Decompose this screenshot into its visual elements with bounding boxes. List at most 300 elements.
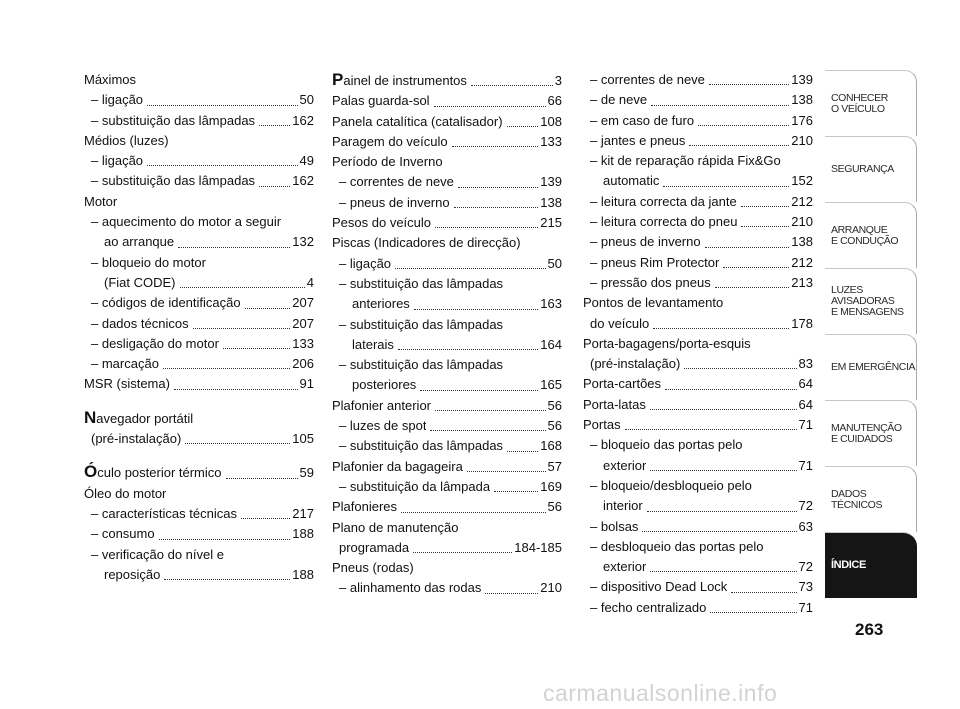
index-entry-text	[590, 111, 694, 131]
index-entry-label: – códigos de identificação	[91, 295, 241, 311]
leader-dots	[651, 105, 789, 106]
index-entry-text	[332, 558, 414, 578]
index-entry	[332, 477, 562, 497]
leader-dots	[741, 226, 789, 227]
index-page-ref: 71	[798, 457, 813, 473]
index-entry-label: Máximos	[84, 72, 137, 87]
leader-dots	[494, 491, 538, 492]
leader-dots	[467, 471, 546, 472]
index-entry-label: – dispositivo Dead Lock	[590, 579, 728, 595]
index-entry-text	[590, 517, 638, 537]
index-page-ref: 72	[798, 498, 813, 514]
index-entry	[583, 111, 813, 131]
index-entry-text	[590, 90, 647, 110]
index-entry-text	[583, 374, 661, 394]
index-entry-text	[91, 90, 143, 110]
index-entry-text	[84, 462, 222, 483]
index-page-ref: 188	[292, 526, 314, 542]
index-entry	[84, 293, 314, 313]
index-entry-text	[339, 436, 503, 456]
index-page-ref: 56	[547, 397, 562, 413]
index-entry-label: Portas	[583, 417, 621, 433]
index-entry	[583, 151, 813, 171]
leader-dots	[223, 348, 290, 349]
index-entry-text	[91, 545, 224, 565]
index-entry-text	[339, 254, 391, 274]
index-entry-text	[91, 212, 281, 232]
index-column-3	[583, 70, 813, 618]
index-page-ref: 210	[540, 580, 562, 596]
index-page-ref: 217	[292, 505, 314, 521]
index-column-1	[84, 70, 314, 585]
index-page-ref: 83	[798, 356, 813, 372]
index-entry-label: – desligação do motor	[91, 335, 219, 351]
index-entry	[583, 557, 813, 577]
index-entry-text	[339, 172, 454, 192]
index-entry-text	[84, 408, 193, 429]
index-entry-text	[332, 497, 397, 517]
index-entry-label: Óleo do motor	[84, 485, 167, 501]
index-page-ref: 184-185	[514, 539, 562, 555]
leader-dots	[164, 579, 290, 580]
leader-dots	[241, 518, 290, 519]
index-entry-label: – leitura correcta da jante	[590, 193, 737, 209]
index-entry-label: Paragem do veículo	[332, 133, 448, 149]
index-entry	[332, 132, 562, 152]
index-entry-text	[339, 538, 409, 558]
index-entry-text	[339, 274, 503, 294]
index-entry	[332, 375, 562, 395]
index-entry-label: MSR (sistema)	[84, 376, 170, 392]
index-entry-label: (pré-instalação)	[590, 356, 681, 372]
index-page-ref: 188	[292, 566, 314, 582]
index-entry-label: – substituição das lâmpadas	[339, 275, 504, 291]
index-entry	[583, 496, 813, 516]
index-entry-label: – marcação	[91, 356, 159, 372]
index-entry-text	[590, 232, 701, 252]
index-entry-label: – pneus de inverno	[339, 194, 450, 210]
index-page-ref: 212	[791, 193, 813, 209]
index-entry-label: – características técnicas	[91, 505, 237, 521]
index-entry-label: – consumo	[91, 526, 155, 542]
index-page-ref: 139	[791, 72, 813, 87]
index-entry	[332, 172, 562, 192]
index-entry-label: – ligação	[91, 92, 144, 108]
index-page-ref: 178	[791, 315, 813, 331]
index-entry	[332, 436, 562, 456]
index-entry-label: – substituição da lâmpada	[339, 478, 491, 494]
index-page-ref: 66	[547, 93, 562, 109]
leader-dots	[430, 430, 545, 431]
index-entry-label: – pressão dos pneus	[590, 274, 711, 290]
leader-dots	[650, 571, 796, 572]
index-entry-label: – ligação	[339, 255, 392, 271]
index-entry	[332, 497, 562, 517]
index-entry-label: anteriores	[352, 296, 410, 312]
index-entry-text	[590, 435, 743, 455]
section-tab[interactable]: ÍNDICE	[825, 532, 917, 598]
index-entry	[84, 408, 314, 429]
index-entry-text	[91, 524, 155, 544]
index-page-ref: 64	[798, 396, 813, 412]
index-entry	[583, 577, 813, 597]
leader-dots	[642, 531, 796, 532]
index-entry-text	[91, 253, 206, 273]
index-entry-text	[84, 374, 170, 394]
index-entry-text	[84, 484, 166, 504]
index-entry-label: reposição	[104, 566, 161, 582]
index-entry	[84, 232, 314, 252]
index-entry-text	[339, 315, 503, 335]
index-column-2	[332, 70, 562, 599]
leader-dots	[174, 389, 298, 390]
index-entry	[583, 537, 813, 557]
leader-dots	[452, 146, 539, 147]
index-entry-label: do veículo	[590, 315, 650, 331]
index-entry	[583, 395, 813, 415]
index-entry-text	[104, 232, 174, 252]
leader-dots	[147, 165, 297, 166]
index-entry	[84, 131, 314, 151]
leader-dots	[665, 389, 796, 390]
index-page-ref: 63	[798, 518, 813, 534]
index-page-ref: 139	[540, 174, 562, 190]
index-page-ref: 72	[798, 559, 813, 575]
index-entry	[84, 151, 314, 171]
index-entry	[583, 273, 813, 293]
index-page-ref: 57	[547, 458, 562, 474]
index-entry-label: Plafonier anterior	[332, 397, 431, 413]
leader-dots	[653, 328, 789, 329]
index-page-ref: 71	[798, 417, 813, 433]
index-entry	[583, 415, 813, 435]
index-entry-text	[590, 476, 752, 496]
index-entry-label: (pré-instalação)	[91, 431, 182, 447]
index-entry-label: – desbloqueio das portas pelo	[590, 538, 764, 554]
index-entry	[583, 293, 813, 313]
index-entry-label: – jantes e pneus	[590, 132, 686, 148]
index-entry-label: Piscas (Indicadores de direcção)	[332, 235, 521, 251]
watermark: carmanualsonline.info	[543, 680, 778, 706]
index-entry-label: laterais	[352, 336, 394, 352]
index-page-ref: 152	[791, 173, 813, 189]
index-page-ref: 133	[540, 133, 562, 149]
index-entry-text	[590, 273, 711, 293]
index-entry	[84, 192, 314, 212]
index-page-ref: 133	[292, 335, 314, 351]
page-number: 263	[855, 620, 884, 639]
leader-dots	[650, 409, 797, 410]
index-entry-text	[84, 70, 136, 90]
section-tab[interactable]: SEGURANÇA	[825, 136, 917, 202]
index-entry	[583, 70, 813, 90]
index-entry	[332, 355, 562, 375]
index-entry-text	[603, 171, 659, 191]
index-entry	[583, 476, 813, 496]
index-entry	[84, 524, 314, 544]
index-entry	[84, 90, 314, 110]
leader-dots	[159, 539, 291, 540]
section-tabs	[825, 70, 917, 618]
index-entry	[84, 484, 314, 504]
index-page-ref: 168	[540, 438, 562, 454]
index-entry	[84, 462, 314, 483]
index-entry	[583, 374, 813, 394]
index-entry	[84, 70, 314, 90]
index-page-ref: 50	[299, 92, 314, 108]
index-entry-label: exterior	[603, 457, 647, 473]
index-entry	[84, 212, 314, 232]
index-entry	[332, 416, 562, 436]
index-entry-label: Pesos do veículo	[332, 215, 432, 231]
index-entry-label: – aquecimento do motor a seguir	[91, 214, 282, 230]
index-entry-label: – correntes de neve	[339, 174, 454, 190]
index-entry-text	[332, 396, 431, 416]
index-entry-text	[590, 314, 649, 334]
index-entry-text	[352, 335, 394, 355]
index-entry	[84, 565, 314, 585]
index-page-ref: 64	[798, 376, 813, 392]
index-entry-text	[91, 151, 143, 171]
leader-dots	[458, 187, 538, 188]
index-entry	[583, 131, 813, 151]
leader-dots	[698, 125, 789, 126]
index-page-ref: 73	[798, 579, 813, 595]
index-page-ref: 163	[540, 296, 562, 312]
index-entry-text	[84, 192, 117, 212]
index-page-ref: 176	[791, 112, 813, 128]
leader-dots	[689, 145, 789, 146]
index-entry-label: – em caso de furo	[590, 112, 695, 128]
index-entry-label: ainel de instrumentos	[343, 73, 467, 88]
index-entry-text	[590, 598, 706, 618]
index-entry-label: Plano de manutenção	[332, 519, 459, 535]
leader-dots	[147, 105, 297, 106]
index-entry-text	[352, 294, 410, 314]
index-entry-label: – leitura correcta do pneu	[590, 214, 738, 230]
index-entry-label: – pneus de inverno	[590, 234, 701, 250]
index-entry	[84, 314, 314, 334]
index-entry-label: – bloqueio das portas pelo	[590, 437, 743, 453]
index-entry	[332, 538, 562, 558]
index-page-ref: 108	[540, 113, 562, 129]
section-tab[interactable]: LUZES AVISADORAS E MENSAGENS	[825, 268, 917, 334]
index-entry	[332, 578, 562, 598]
leader-dots	[193, 328, 291, 329]
index-entry-label: culo posterior térmico	[97, 465, 222, 481]
index-page-ref: 49	[299, 153, 314, 169]
index-entry-label: – bloqueio do motor	[91, 254, 206, 270]
index-entry-text	[332, 233, 521, 253]
index-entry	[583, 598, 813, 618]
index-entry-text	[91, 504, 237, 524]
index-entry-label: ao arranque	[104, 234, 175, 250]
leader-dots	[710, 612, 796, 613]
index-entry-label: – verificação do nível e	[91, 546, 224, 562]
index-entry-label: – correntes de neve	[590, 72, 705, 87]
index-entry	[84, 273, 314, 293]
index-entry-label: Pneus (rodas)	[332, 560, 414, 576]
index-entry-label: – substituição das lâmpadas	[339, 316, 504, 332]
index-entry	[332, 396, 562, 416]
leader-dots	[401, 512, 545, 513]
index-letter-initial: Ó	[84, 462, 98, 482]
index-entry	[332, 335, 562, 355]
index-page-ref: 59	[299, 465, 314, 481]
index-entry-text	[603, 557, 646, 577]
leader-dots	[163, 368, 290, 369]
index-entry-label: – dados técnicos	[91, 315, 189, 331]
section-tab[interactable]: ARRANQUE E CONDUÇÃO	[825, 202, 917, 268]
section-tab[interactable]: DADOS TÉCNICOS	[825, 466, 917, 532]
leader-dots	[226, 478, 298, 479]
leader-dots	[398, 349, 538, 350]
index-entry-text	[332, 213, 431, 233]
index-entry-text	[91, 314, 189, 334]
index-entry-label: Plafonieres	[332, 499, 398, 515]
index-entry-label: – ligação	[91, 153, 144, 169]
index-entry	[583, 171, 813, 191]
index-entry-text	[91, 334, 219, 354]
index-entry-text	[590, 537, 763, 557]
index-entry-label: – bolsas	[590, 518, 639, 534]
index-entry-text	[583, 293, 723, 313]
section-tab[interactable]: CONHECER O VEÍCULO	[825, 70, 917, 136]
index-entry-text	[590, 577, 727, 597]
leader-dots	[709, 84, 789, 85]
index-entry-text	[590, 131, 685, 151]
index-entry-label: – substituição das lâmpadas	[339, 438, 504, 454]
leader-dots	[625, 429, 797, 430]
index-entry	[332, 518, 562, 538]
index-entry	[583, 90, 813, 110]
index-entry-text	[91, 429, 181, 449]
index-entry-label: programada	[339, 539, 410, 555]
index-entry-text	[339, 355, 503, 375]
index-page-ref: 132	[292, 234, 314, 250]
index-entry-label: avegador portátil	[96, 410, 194, 426]
index-entry	[583, 253, 813, 273]
index-page-ref: 3	[554, 73, 562, 88]
index-page-ref: 138	[540, 194, 562, 210]
index-entry	[583, 435, 813, 455]
leader-dots	[259, 125, 290, 126]
index-entry-label: interior	[603, 498, 643, 514]
index-entry	[583, 232, 813, 252]
index-entry-text	[339, 477, 490, 497]
index-entry-label: – kit de reparação rápida Fix&Go	[590, 153, 781, 169]
index-page-ref: 206	[292, 356, 314, 372]
index-page-ref: 212	[791, 254, 813, 270]
index-entry-text	[104, 273, 176, 293]
section-tab[interactable]: EM EMERGÊNCIA	[825, 334, 917, 400]
index-page-ref: 165	[540, 377, 562, 393]
index-entry	[332, 213, 562, 233]
index-entry	[84, 111, 314, 131]
index-entry	[332, 152, 562, 172]
index-entry-text	[590, 212, 737, 232]
index-entry-text	[583, 395, 646, 415]
leader-dots	[454, 207, 539, 208]
index-entry-text	[91, 171, 255, 191]
index-entry-label: – de neve	[590, 92, 648, 108]
leader-dots	[741, 206, 790, 207]
index-entry-text	[91, 293, 241, 313]
index-page-ref: 164	[540, 336, 562, 352]
index-entry	[332, 70, 562, 91]
index-page-ref: 91	[299, 376, 314, 392]
index-entry-label: – substituição das lâmpadas	[91, 112, 256, 128]
index-entry	[84, 545, 314, 565]
index-entry-text	[339, 578, 481, 598]
section-tab[interactable]: MANUTENÇÃO E CUIDADOS	[825, 400, 917, 466]
index-entry-text	[332, 518, 458, 538]
index-page-ref: 207	[292, 315, 314, 331]
index-page-ref: 138	[791, 234, 813, 250]
index-entry-label: Motor	[84, 193, 118, 209]
leader-dots	[180, 287, 305, 288]
index-entry	[332, 315, 562, 335]
leader-dots	[471, 85, 553, 86]
index-entry-text	[590, 151, 781, 171]
index-entry-text	[91, 354, 159, 374]
index-entry	[84, 429, 314, 449]
index-entry	[332, 274, 562, 294]
index-entry-label: – pneus Rim Protector	[590, 254, 720, 270]
index-entry	[84, 171, 314, 191]
index-page-ref: 105	[292, 431, 314, 447]
index-entry-text	[332, 457, 463, 477]
leader-dots	[715, 287, 790, 288]
index-entry-text	[91, 111, 255, 131]
index-entry-text	[603, 496, 643, 516]
index-entry-label: Porta-bagagens/porta-esquis	[583, 335, 751, 351]
index-entry-label: Palas guarda-sol	[332, 93, 430, 109]
index-entry-text	[339, 193, 450, 213]
leader-dots	[395, 268, 545, 269]
index-entry-text	[583, 415, 621, 435]
index-entry	[583, 517, 813, 537]
index-page-ref: 210	[791, 132, 813, 148]
index-entry	[332, 193, 562, 213]
index-page-ref: 4	[306, 274, 314, 290]
index-entry-label: posteriores	[352, 377, 417, 393]
index-letter-initial: P	[332, 70, 344, 89]
index-page-ref: 71	[798, 599, 813, 615]
index-page-ref: 207	[292, 295, 314, 311]
index-entry-text	[104, 565, 160, 585]
leader-dots	[245, 308, 291, 309]
index-entry-text	[332, 112, 503, 132]
leader-dots	[507, 126, 539, 127]
leader-dots	[650, 470, 796, 471]
index-entry	[583, 354, 813, 374]
index-entry-label: – fecho centralizado	[590, 599, 707, 615]
index-entry-label: Panela catalítica (catalisador)	[332, 113, 503, 129]
index-entry	[583, 314, 813, 334]
leader-dots	[178, 247, 290, 248]
index-entry	[84, 253, 314, 273]
index-entry-text	[590, 192, 737, 212]
index-entry	[332, 294, 562, 314]
index-entry	[332, 112, 562, 132]
index-entry-label: exterior	[603, 559, 647, 575]
index-entry-label: Período de Inverno	[332, 154, 443, 170]
index-page-ref: 162	[292, 173, 314, 189]
index-entry	[332, 558, 562, 578]
index-entry-label: – substituição das lâmpadas	[91, 173, 256, 189]
index-entry	[583, 192, 813, 212]
